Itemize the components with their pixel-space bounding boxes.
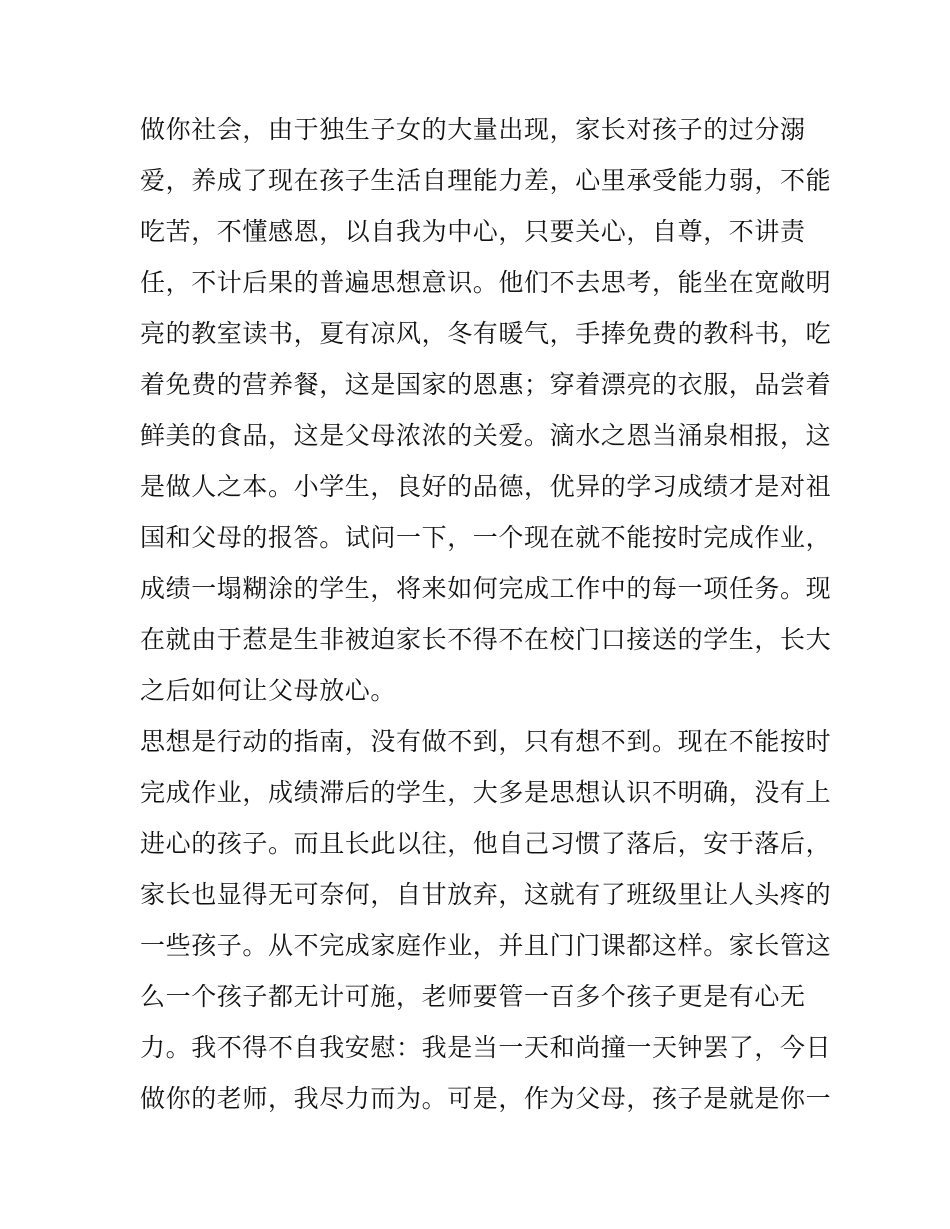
text-line: 完成作业，成绩滞后的学生，大多是思想认识不明确，没有上 <box>140 778 832 807</box>
text-line: 力。我不得不自我安慰：我是当一天和尚撞一天钟罢了，今日 <box>140 1033 832 1062</box>
text-line: 着免费的营养餐，这是国家的恩惠；穿着漂亮的衣服，品尝着 <box>140 370 832 399</box>
text-line: 亮的教室读书，夏有凉风，冬有暖气，手捧免费的教科书，吃 <box>140 319 832 348</box>
text-line: 做你的老师，我尽力而为。可是，作为父母，孩子是就是你一 <box>140 1084 832 1113</box>
text-line: 鲜美的食品，这是父母浓浓的关爱。滴水之恩当涌泉相报，这 <box>140 421 832 450</box>
text-line: 爱，养成了现在孩子生活自理能力差，心里承受能力弱，不能 <box>140 166 832 195</box>
text-line: 成绩一塌糊涂的学生，将来如何完成工作中的每一项任务。现 <box>140 574 832 603</box>
text-line: 做你社会，由于独生子女的大量出现，家长对孩子的过分溺 <box>140 115 806 144</box>
text-line: 任，不计后果的普遍思想意识。他们不去思考，能坐在宽敞明 <box>140 268 832 297</box>
text-line: 在就由于惹是生非被迫家长不得不在校门口接送的学生，长大 <box>140 625 832 654</box>
text-line: 一些孩子。从不完成家庭作业，并且门门课都这样。家长管这 <box>140 931 832 960</box>
text-line: 家长也显得无可奈何，自甘放弃，这就有了班级里让人头疼的 <box>140 880 832 909</box>
text-line: 之后如何让父母放心。 <box>140 676 397 705</box>
text-line: 是做人之本。小学生，良好的品德，优异的学习成绩才是对祖 <box>140 472 832 501</box>
text-line: 思想是行动的指南，没有做不到，只有想不到。现在不能按时 <box>140 727 832 756</box>
text-line: 么一个孩子都无计可施，老师要管一百多个孩子更是有心无 <box>140 982 806 1011</box>
text-line: 国和父母的报答。试问一下，一个现在就不能按时完成作业， <box>140 523 832 552</box>
text-line: 吃苦，不懂感恩，以自我为中心，只要关心，自尊，不讲责 <box>140 217 806 246</box>
text-line: 进心的孩子。而且长此以往，他自己习惯了落后，安于落后， <box>140 829 832 858</box>
